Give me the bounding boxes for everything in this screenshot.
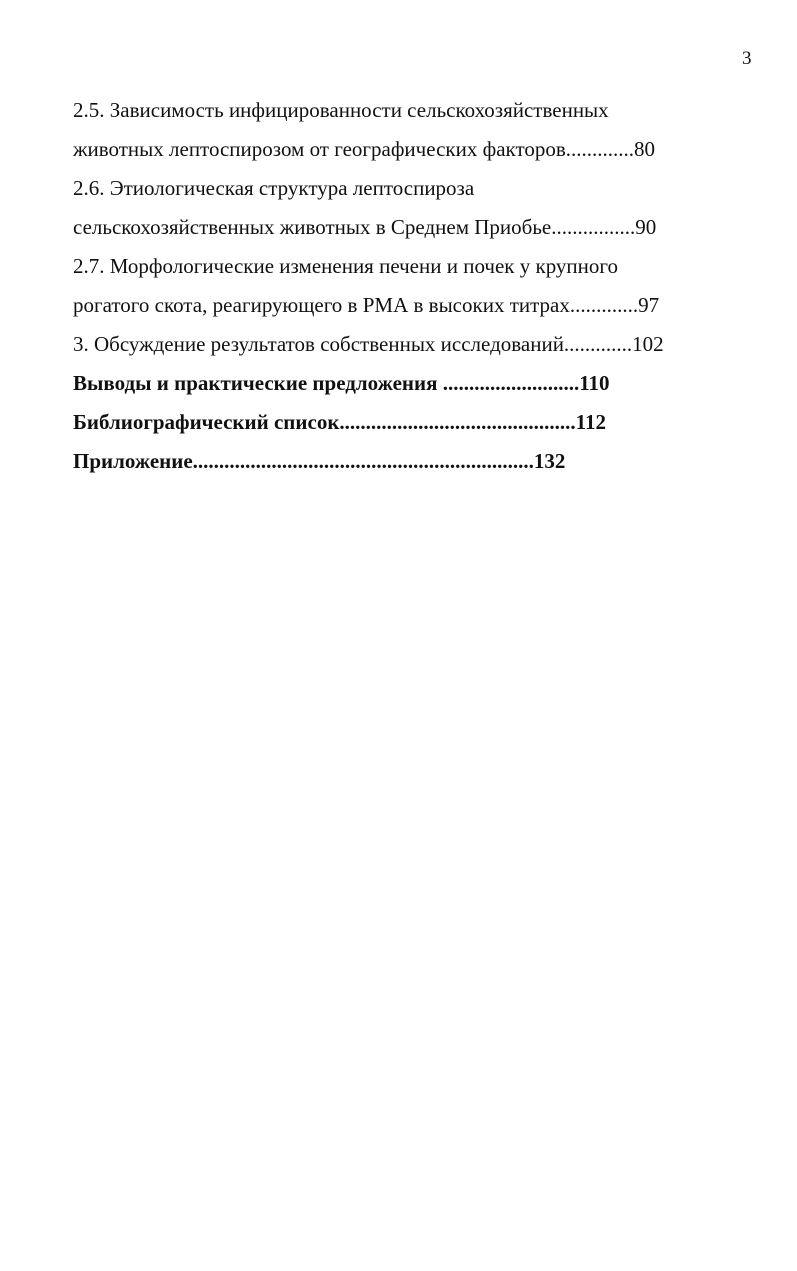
- toc-entry-bibliography: Библиографический список.............................................112: [73, 410, 607, 434]
- toc-entry-2-5-line-2: животных лептоспирозом от географических факторов.............80: [73, 137, 656, 161]
- toc-entry-2-5-line-1: 2.5. Зависимость инфицированности сельскохозяйственных: [73, 98, 609, 122]
- toc-entry-2-6-line-1: 2.6. Этиологическая структура лептоспироза: [73, 176, 475, 200]
- toc-entry-2-7-line-2: рогатого скота, реагирующего в РМА в высоких титрах.............97: [73, 293, 660, 317]
- page-number: 3: [742, 48, 752, 69]
- toc-entry-conclusions: Выводы и практические предложения ..........................110: [73, 371, 610, 395]
- toc-entry-3: 3. Обсуждение результатов собственных исследований.............102: [73, 332, 664, 356]
- table-of-contents: [73, 91, 703, 481]
- toc-entry-2-6-line-2: сельскохозяйственных животных в Среднем Приобье................90: [73, 215, 657, 239]
- toc-entry-2-7-line-1: 2.7. Морфологические изменения печени и почек у крупного: [73, 254, 618, 278]
- toc-entry-appendix: Приложение.................................................................132: [73, 449, 566, 473]
